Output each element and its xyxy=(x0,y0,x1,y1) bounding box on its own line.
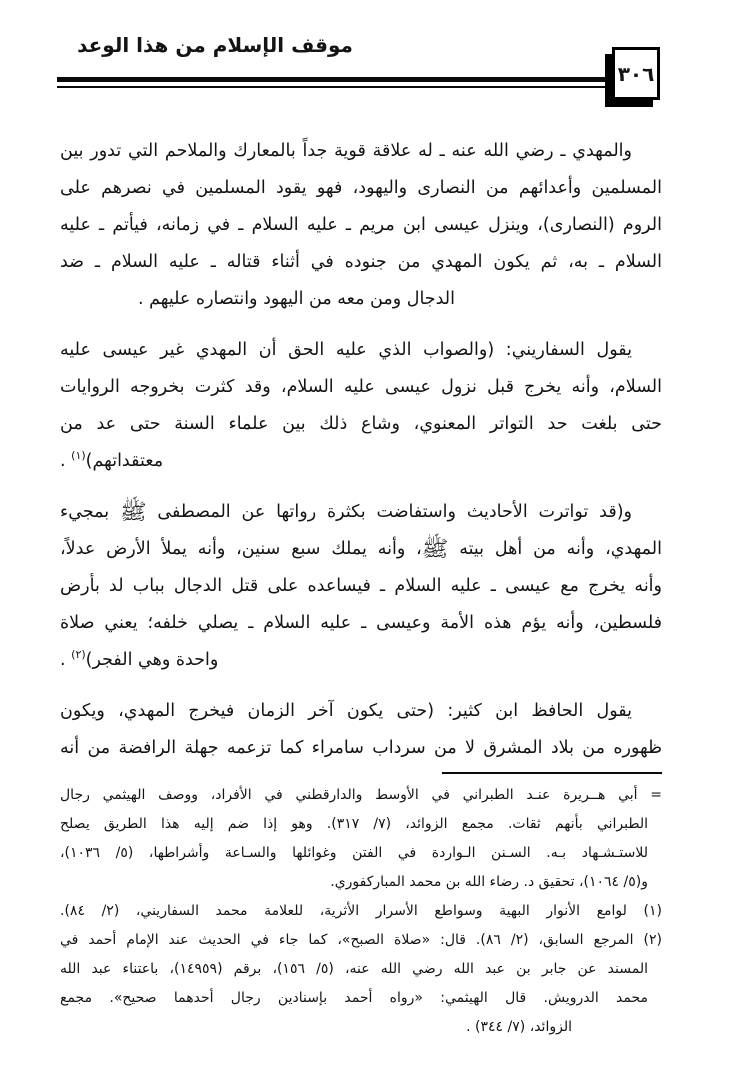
text-line: يقول السفاريني: (والصواب الذي عليه الحق أن المهدي غير عيسى عليه xyxy=(60,340,632,360)
text-line: السلام، وأنه يخرج قبل نزول عيسى عليه السلام، وقد كثرت بخروجه الروايات xyxy=(60,377,662,397)
page-number-box xyxy=(612,47,660,100)
header-rule-thin xyxy=(57,86,613,88)
saw-honorific-icon: ﷺ xyxy=(119,500,147,525)
text-line: للاستـشـهاد بـه. السـنن الـواردة في الفتن وغوائلها والسـاعة وأشراطها، (٥/ ١٠٣٦)، xyxy=(60,845,648,861)
text-line: محمد الدرويش. قال الهيثمي: «رواه أحمد بإسنادين رجال أحدهما صحيح». مجمع xyxy=(60,990,648,1006)
paragraph-1 xyxy=(60,133,662,318)
text-line: فلسطين، وأنه يؤم هذه الأمة وعيسى ـ عليه السلام ـ يصلي خلفه؛ يعني صلاة xyxy=(60,613,662,633)
saw-honorific-icon: ﷺ xyxy=(421,537,449,562)
text-line: حتى بلغت حد التواتر المعنوي، وشاع ذلك بين علماء السنة حتى عد من xyxy=(60,414,662,434)
footnote-continuation xyxy=(60,781,662,897)
page-number: ٣٠٦ xyxy=(617,61,655,86)
text-line: معتقداتهم)$^{(١)}$ . xyxy=(60,449,164,471)
text-line: المسلمين وأعدائهم من النصارى واليهود، فهو يقود المسلمين في نصرهم على xyxy=(60,178,662,198)
text-line: (١) لوامع الأنوار البهية وسواطع الأسرار الأثرية، للعلامة محمد السفاريني، (٢/ ٨٤). xyxy=(60,903,662,919)
text-line: (٢) المرجع السابق، (٢/ ٨٦). قال: «صلاة الصبح»، كما جاء في الحديث عند الإمام أحمد في xyxy=(60,932,662,948)
text-line: يقول الحافظ ابن كثير: (حتى يكون آخر الزمان فيخرج المهدي، ويكون xyxy=(60,701,632,721)
paragraph-2 xyxy=(60,332,662,480)
text-line: ظهوره من بلاد المشرق لا من سرداب سامراء كما تزعمه جهلة الرافضة من أنه xyxy=(60,738,662,758)
text-line: الروم (النصارى)، وينزل عيسى ابن مريم ـ عليه السلام ـ في زمانه، فيأتم ـ عليه xyxy=(60,215,662,235)
footnote-separator xyxy=(442,772,662,774)
footnote-1 xyxy=(60,897,662,926)
footnotes xyxy=(60,781,662,1042)
text-line: الطبراني بأنهم ثقات. مجمع الزوائد، (٧/ ٣١٧). وهو إذا ضم إليه هذا الطريق يصلح xyxy=(60,816,648,832)
footnote-ref: (٢) xyxy=(71,648,86,662)
text-line: واحدة وهي الفجر)$^{(٢)}$ . xyxy=(60,648,219,670)
text-line: السلام ـ به، ثم يكون المهدي من جنوده في أثناء قتاله ـ عليه السلام ـ ضد xyxy=(60,252,662,272)
footnote-ref: (١) xyxy=(71,449,86,463)
text-line: والمهدي ـ رضي الله عنه ـ له علاقة قوية جداً بالمعارك والملاحم التي تدور بين xyxy=(60,141,632,161)
text-line: و(٥/ ١٠٦٤)، تحقيق د. رضاء الله بن محمد المباركفوري. xyxy=(330,874,648,890)
text-line: الزوائد، (٧/ ٣٤٤) . xyxy=(466,1019,572,1035)
text-line: المهدي، وأنه من أهل بيته ﷺ، وأنه يملك سبع سنين، وأنه يملأ الأرض عدلاً، xyxy=(60,537,662,562)
paragraph-4 xyxy=(60,693,662,767)
text-line: الدجال ومن معه من اليهود وانتصاره عليهم . xyxy=(138,289,455,309)
header-rule-thick xyxy=(57,77,613,82)
footnote-2 xyxy=(60,926,662,1042)
text-line: و(قد تواترت الأحاديث واستفاضت بكثرة رواتها عن المصطفى ﷺ بمجيء xyxy=(60,500,632,525)
body-text xyxy=(60,133,662,781)
paragraph-3 xyxy=(60,494,662,679)
text-line: وأنه يخرج مع عيسى ـ عليه السلام ـ فيساعده على قتل الدجال بباب لد بأرض xyxy=(60,576,662,596)
chapter-title: موقف الإسلام من هذا الوعد xyxy=(77,33,353,57)
text-line: = أبي هــريرة عنـد الطبراني في الأوسط والدارقطني في الأفراد، ووصف الهيثمي رجال xyxy=(60,787,662,803)
text-line: المسند عن جابر بن عبد الله رضي الله عنه، (٥/ ١٥٦)، برقم (١٤٩٥٩)، باعتناء عبد الله xyxy=(60,961,648,977)
